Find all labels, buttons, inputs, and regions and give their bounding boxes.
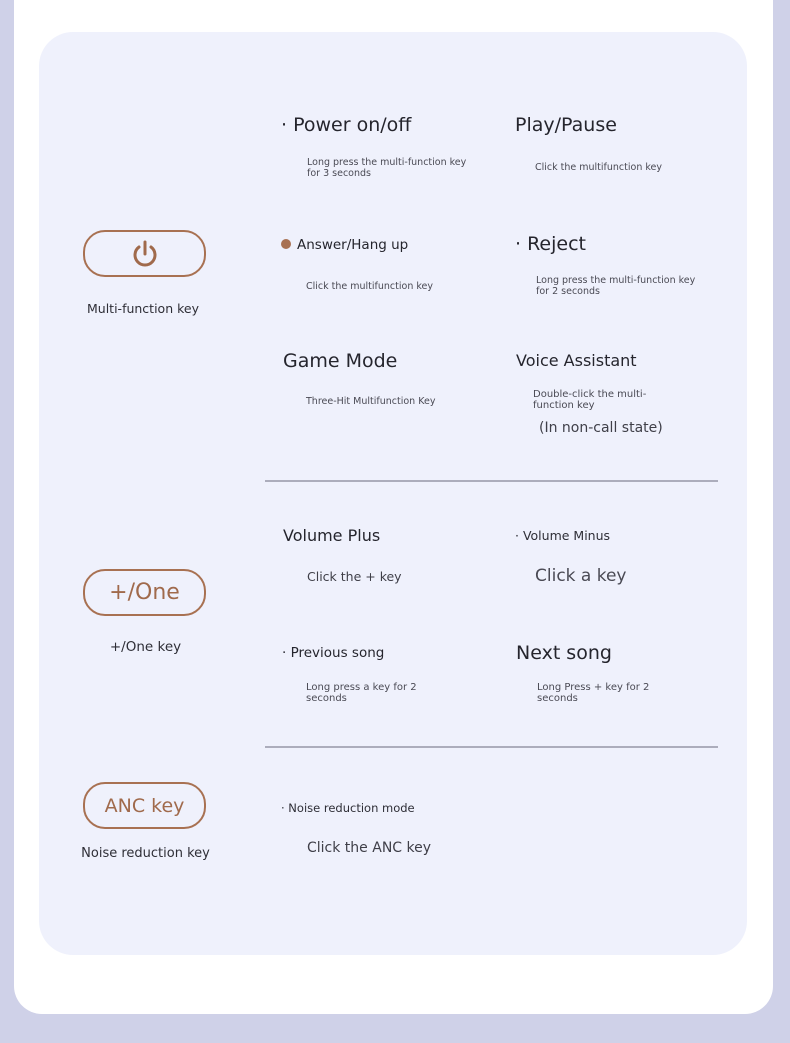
plus-one-key-pill: +/One [83,569,206,616]
answer-hang-up-title [281,237,408,253]
game-mode-desc: Three-Hit Multifunction Key [306,396,436,407]
previous-song-title: · Previous song [282,645,385,661]
section-divider [265,480,718,482]
play-pause-title: Play/Pause [515,114,617,136]
section-divider [265,746,718,748]
play-pause-desc: Click the multifunction key [535,162,663,173]
plus-one-key-label: +/One key [109,639,182,655]
noise-reduction-mode-desc: Click the ANC key [307,840,432,856]
volume-plus-title: Volume Plus [283,526,381,545]
reject-desc: Long press the multi-function key for 2 seconds [536,275,696,297]
reject-title: · Reject [515,233,586,255]
next-song-desc: Long Press + key for 2 seconds [537,682,650,704]
answer-hang-up-desc: Click the multifunction key [306,281,434,292]
power-on-off-desc: Long press the multi-function key for 3 seconds [307,157,467,179]
game-mode-title: Game Mode [283,350,398,372]
power-on-off-title: · Power on/off [281,114,412,136]
noise-reduction-mode-title: · Noise reduction mode [281,801,415,815]
multi-function-key-pill [83,230,206,277]
answer-hang-up-text: Answer/Hang up [297,237,409,253]
volume-minus-title: · Volume Minus [515,528,611,543]
volume-plus-desc: Click the + key [307,569,402,584]
volume-minus-desc: Click a key [535,566,627,586]
multi-function-key-label: Multi-function key [87,301,199,316]
voice-assistant-note: (In non-call state) [539,420,663,436]
next-song-title: Next song [516,642,612,664]
anc-key-pill: ANC key [83,782,206,829]
power-icon [130,238,160,270]
bullet-dot-icon [281,239,291,249]
voice-assistant-desc: Double-click the multi-function key [533,389,647,411]
noise-reduction-key-label: Noise reduction key [81,846,210,861]
previous-song-desc: Long press a key for 2 seconds [306,682,417,704]
voice-assistant-title: Voice Assistant [516,351,637,370]
